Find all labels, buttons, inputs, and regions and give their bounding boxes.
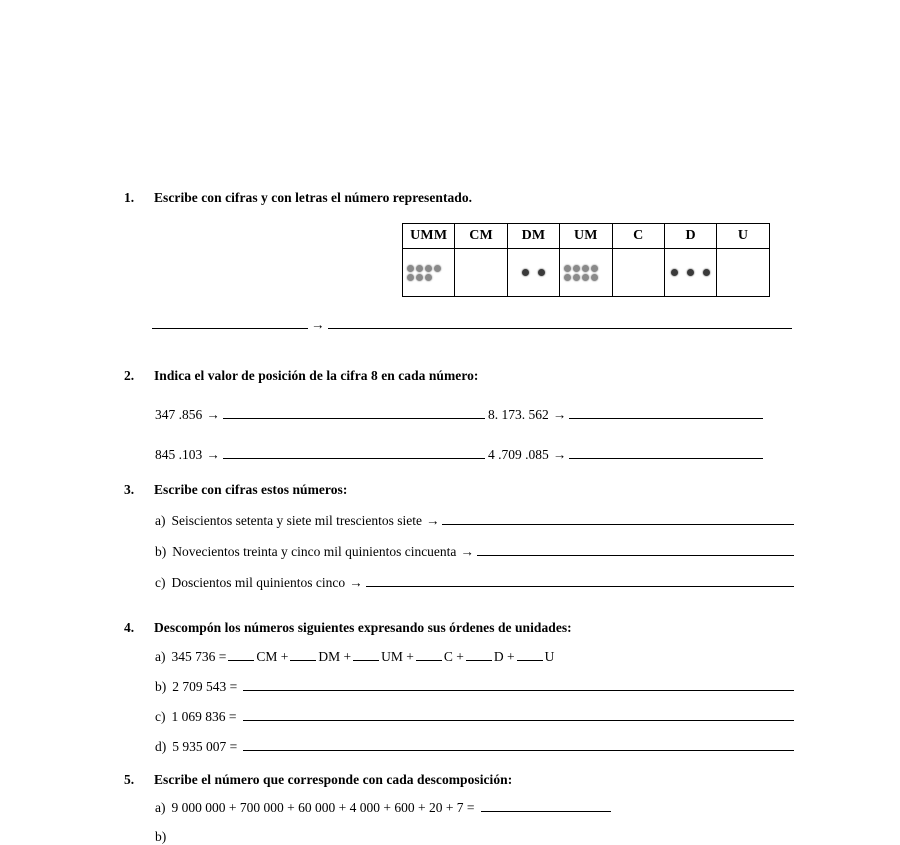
dot-row <box>407 274 432 281</box>
table-cell-um <box>560 249 612 297</box>
item-letter: a) <box>155 649 166 664</box>
table-header-umm: UMM <box>403 224 455 249</box>
item-letter: c) <box>155 575 166 590</box>
counter-dot <box>425 265 432 272</box>
counter-dot <box>425 274 432 281</box>
unit-blank[interactable] <box>290 649 316 661</box>
exercise-5-title: Escribe el número que corresponde con cada descomposición: <box>154 772 513 787</box>
dot-group-um <box>560 249 611 296</box>
exercise-4-item-c <box>155 708 794 725</box>
arrow-icon: → <box>311 317 325 332</box>
arrow-icon: → <box>460 544 474 559</box>
counter-dot <box>538 269 545 276</box>
counter-dot <box>564 274 571 281</box>
number-label: 1 069 836 = <box>171 709 237 724</box>
table-header-um: UM <box>560 224 612 249</box>
dot-row <box>671 269 710 276</box>
counter-dot <box>591 265 598 272</box>
exercise-5-item-a <box>155 799 715 816</box>
unit-blank[interactable] <box>353 649 379 661</box>
unit-blank[interactable] <box>228 649 254 661</box>
counter-dot <box>416 265 423 272</box>
counter-dot <box>582 265 589 272</box>
exercise-2-title: Indica el valor de posición de la cifra 8 en cada número: <box>154 368 479 383</box>
number-label: 845 .103 <box>155 447 203 462</box>
dot-row <box>522 269 545 276</box>
table-header-u: U <box>717 224 769 249</box>
counter-dot <box>582 274 589 281</box>
answer-blank[interactable] <box>569 406 763 419</box>
unit-label-u: U <box>544 649 555 664</box>
answer-blank[interactable] <box>243 738 794 751</box>
exercise-4-heading <box>124 620 824 636</box>
answer-blank[interactable] <box>243 678 794 691</box>
dot-row <box>564 274 598 281</box>
number-label: 5 935 007 = <box>172 739 238 754</box>
answer-blank-figures[interactable] <box>152 316 308 329</box>
exercise-3-item-a <box>155 512 794 529</box>
exercise-3-number: 3. <box>124 482 135 497</box>
answer-blank[interactable] <box>243 708 795 721</box>
answer-blank[interactable] <box>223 406 485 419</box>
item-text: Doscientos mil quinientos cinco <box>171 575 346 590</box>
exercise-4-item-b <box>155 678 794 695</box>
unit-blank[interactable] <box>466 649 492 661</box>
unit-label-c: C + <box>443 649 464 664</box>
item-text: Novecientos treinta y cinco mil quinientos cincuenta <box>172 544 457 559</box>
exercise-2-item-4 <box>488 446 763 463</box>
exercise-3-heading <box>124 482 824 498</box>
table-dot-row <box>403 249 770 297</box>
unit-label-cm: CM + <box>256 649 289 664</box>
answer-blank[interactable] <box>481 799 611 812</box>
number-label: 9 000 000 + 700 000 + 60 000 + 4 000 + 600 + 20 + 7 = <box>171 800 475 815</box>
item-letter: b) <box>155 829 167 844</box>
answer-blank[interactable] <box>569 446 763 459</box>
exercise-4 <box>124 620 824 770</box>
table-cell-dm <box>507 249 559 297</box>
unit-label-um: UM + <box>381 649 414 664</box>
answer-blank-words[interactable] <box>328 316 793 329</box>
exercise-5-item-b-clipped <box>155 829 824 845</box>
exercise-2-item-3 <box>155 446 485 463</box>
number-label: 345 736 = <box>171 649 227 664</box>
arrow-icon: → <box>349 575 363 590</box>
table-cell-d <box>664 249 716 297</box>
dot-group-umm <box>403 249 454 296</box>
table-cell-cm <box>455 249 507 297</box>
arrow-icon: → <box>206 407 220 422</box>
counter-dot <box>671 269 678 276</box>
number-label: 347 .856 <box>155 407 203 422</box>
table-header-c: C <box>612 224 664 249</box>
unit-label-d: D + <box>493 649 515 664</box>
answer-blank[interactable] <box>366 574 794 587</box>
dot-row <box>564 265 598 272</box>
arrow-icon: → <box>552 407 567 422</box>
counter-dot <box>522 269 529 276</box>
exercise-1-heading <box>124 190 824 206</box>
counter-dot <box>434 265 441 272</box>
number-label: 2 709 543 = <box>172 679 238 694</box>
dot-group-dm <box>508 249 559 296</box>
table-header-cm: CM <box>455 224 507 249</box>
counter-dot <box>573 274 580 281</box>
answer-blank[interactable] <box>223 446 485 459</box>
exercise-4-title: Descompón los números siguientes expresando sus órdenes de unidades: <box>154 620 572 635</box>
exercise-1-answer-row <box>152 316 792 333</box>
counter-dot <box>687 269 694 276</box>
exercise-2-items <box>124 398 824 478</box>
exercise-3-item-b <box>155 543 794 560</box>
exercise-4-item-d <box>155 738 794 755</box>
exercise-2 <box>124 368 824 468</box>
unit-label-dm: DM + <box>318 649 352 664</box>
exercise-5-number: 5. <box>124 772 135 787</box>
arrow-icon: → <box>206 447 220 462</box>
exercise-1-title: Escribe con cifras y con letras el número representado. <box>154 190 473 205</box>
answer-blank[interactable] <box>442 512 794 525</box>
counter-dot <box>407 265 414 272</box>
exercise-3-title: Escribe con cifras estos números: <box>154 482 348 497</box>
exercise-2-heading <box>124 368 824 384</box>
number-label: 4 .709 .085 <box>488 447 549 462</box>
table-cell-u <box>717 249 769 297</box>
exercise-5 <box>124 772 824 844</box>
decomposition-line <box>172 649 555 665</box>
answer-blank[interactable] <box>477 543 794 556</box>
table-cell-c <box>612 249 664 297</box>
exercise-3-item-c <box>155 574 794 591</box>
counter-dot <box>591 274 598 281</box>
exercise-4-number: 4. <box>124 620 135 635</box>
number-label: 8. 173. 562 <box>488 407 549 422</box>
item-letter: a) <box>155 513 166 528</box>
item-letter: a) <box>155 800 166 815</box>
unit-blank[interactable] <box>416 649 442 661</box>
arrow-icon: → <box>425 513 440 528</box>
exercise-5-heading <box>124 772 824 788</box>
item-letter: b) <box>155 679 167 694</box>
place-value-table <box>402 223 770 297</box>
exercise-1 <box>124 190 824 340</box>
exercise-4-item-a <box>155 649 824 665</box>
arrow-icon: → <box>552 447 567 462</box>
exercise-1-number: 1. <box>124 190 135 205</box>
counter-dot <box>703 269 710 276</box>
item-text: Seiscientos setenta y siete mil trescientos siete <box>171 513 422 528</box>
counter-dot <box>407 274 414 281</box>
exercise-2-item-2 <box>488 406 763 423</box>
counter-dot <box>416 274 423 281</box>
dot-group-d <box>665 249 716 296</box>
exercise-2-number: 2. <box>124 368 135 383</box>
table-header-row <box>403 224 770 249</box>
counter-dot <box>573 265 580 272</box>
exercise-2-item-1 <box>155 406 485 423</box>
item-letter: c) <box>155 709 166 724</box>
exercise-3 <box>124 482 824 602</box>
counter-dot <box>564 265 571 272</box>
dot-row <box>407 265 441 272</box>
unit-blank[interactable] <box>517 649 543 661</box>
table-header-dm: DM <box>507 224 559 249</box>
table-header-d: D <box>664 224 716 249</box>
table-cell-umm <box>403 249 455 297</box>
item-letter: d) <box>155 739 167 754</box>
item-letter: b) <box>155 544 167 559</box>
